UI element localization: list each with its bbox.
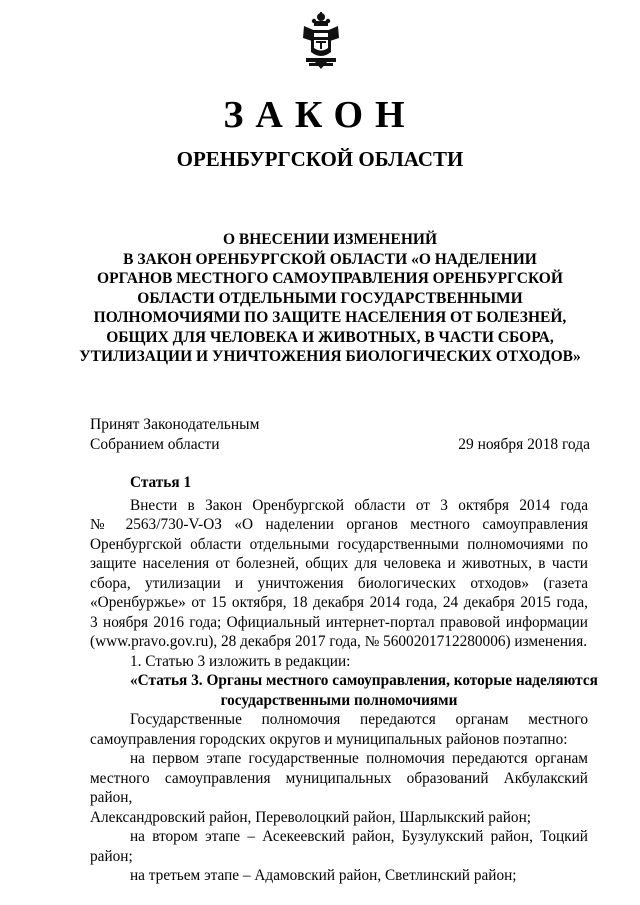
adopted-by-line-2: Собранием области	[90, 436, 220, 453]
body-line: район;	[90, 847, 133, 865]
heading-line: ПОЛНОМОЧИЯМИ ПО ЗАЩИТЕ НАСЕЛЕНИЯ ОТ БОЛЕЗНЕЙ,	[93, 309, 567, 326]
body-line: на третьем этапе – Адамовский район, Светлинский район;	[130, 867, 517, 884]
body-line: на втором этапе – Асекеевский район, Бузулукский район, Тоцкий	[130, 828, 588, 845]
adopted-by-line-1: Принят Законодательным	[90, 416, 260, 433]
heading-line: ОБЩИХ ДЛЯ ЧЕЛОВЕКА И ЖИВОТНЫХ, В ЧАСТИ СБОРА,	[106, 328, 554, 346]
body-line: Оренбургской области отдельными государственными полномочиями по	[90, 535, 588, 553]
heading-line: В ЗАКОН ОРЕНБУРГСКОЙ ОБЛАСТИ «О НАДЕЛЕНИИ	[123, 250, 537, 268]
article-3-heading-cont: государственными полномочиями	[220, 691, 458, 709]
article-body	[90, 473, 598, 886]
body-line: 3 ноября 2016 года; Официальный интернет-портал правовой информации	[90, 613, 588, 631]
article-3-heading: «Статья 3. Органы местного самоуправления, которые наделяются	[130, 672, 598, 689]
body-line: Государственные полномочия передаются органам местного	[130, 711, 588, 728]
law-heading	[40, 230, 620, 367]
document-subtitle: ОРЕНБУРГСКОЙ ОБЛАСТИ	[176, 147, 464, 171]
body-line: № 2563/730-V-ОЗ «О наделении органов местного самоуправления	[90, 516, 588, 533]
document-title: ЗАКОН	[223, 94, 417, 136]
body-line: защите населения от болезней, общих для человека и животных, в части	[90, 555, 588, 572]
body-line: Александровский район, Переволоцкий район, Шарлыкский район;	[90, 808, 532, 826]
article-heading: Статья 1	[130, 474, 192, 491]
adoption-date: 29 ноября 2018 года	[458, 436, 590, 453]
coat-of-arms-icon	[301, 12, 341, 70]
body-line: сбора, утилизации и уничтожения биологических отходов» (газета	[90, 574, 588, 592]
adoption-block	[90, 415, 590, 455]
body-line: самоуправления городских округов и муниципальных районов поэтапно:	[90, 730, 568, 748]
body-line: «Оренбуржье» от 15 октября, 18 декабря 2014 года, 24 декабря 2015 года,	[90, 594, 588, 611]
heading-line: УТИЛИЗАЦИИ И УНИЧТОЖЕНИЯ БИОЛОГИЧЕСКИХ ОТХОДОВ»	[79, 348, 581, 365]
body-line: местного самоуправления муниципальных образований Акбулакский район,	[90, 769, 588, 806]
body-line: 1. Статью 3 изложить в редакции:	[130, 652, 351, 670]
body-line: (www.pravo.gov.ru), 28 декабря 2017 года, № 5600201712280006) изменения.	[90, 633, 588, 650]
heading-line: О ВНЕСЕНИИ ИЗМЕНЕНИЙ	[222, 231, 437, 248]
body-line: на первом этапе государственные полномочия передаются органам	[130, 750, 588, 767]
body-line: Внести в Закон Оренбургской области от 3 октября 2014 года	[130, 496, 588, 514]
heading-line: ОБЛАСТИ ОТДЕЛЬНЫМИ ГОСУДАРСТВЕННЫМИ	[137, 289, 523, 307]
heading-line: ОРГАНОВ МЕСТНОГО САМОУПРАВЛЕНИЯ ОРЕНБУРГСКОЙ	[97, 270, 563, 287]
